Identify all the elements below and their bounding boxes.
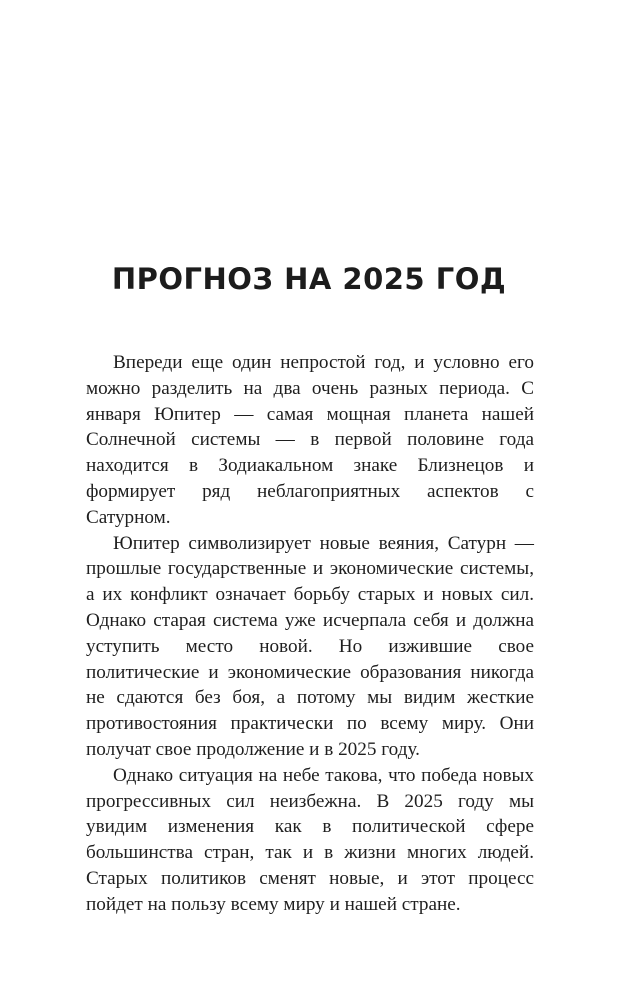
- chapter-body: [86, 350, 534, 918]
- chapter-title: ПРОГНОЗ НА 2025 ГОД: [111, 262, 507, 296]
- paragraph-2: Юпитер символизирует новые веяния, Сатурн — прошлые государственные и экономические системы, а их конфликт означает борьбу старых и новых сил. Однако старая система уже исчерпала себя и должна уступить место новой. Но изжившие свое политические и экономические образования никогда не сдаются без боя, а потому мы видим жесткие противостояния практически по всему миру. Они получат свое продолжение и в 2025 году.: [86, 532, 534, 760]
- paragraph-1: Впереди еще один непростой год, и условно его можно разделить на два очень разных периода. С января Юпитер — самая мощная планета нашей Солнечной системы — в первой половине года находится в Зодиакальном знаке Близнецов и формирует ряд неблагоприятных аспектов с Сатурном.: [86, 352, 534, 528]
- paragraph-3: Однако ситуация на небе такова, что победа новых прогрессивных сил неизбежна. В 2025 году мы увидим изменения как в политической сфере большинства стран, так и в жизни многих людей. Старых политиков сменят новые, и этот процесс пойдет на пользу всему миру и нашей стране.: [86, 764, 534, 915]
